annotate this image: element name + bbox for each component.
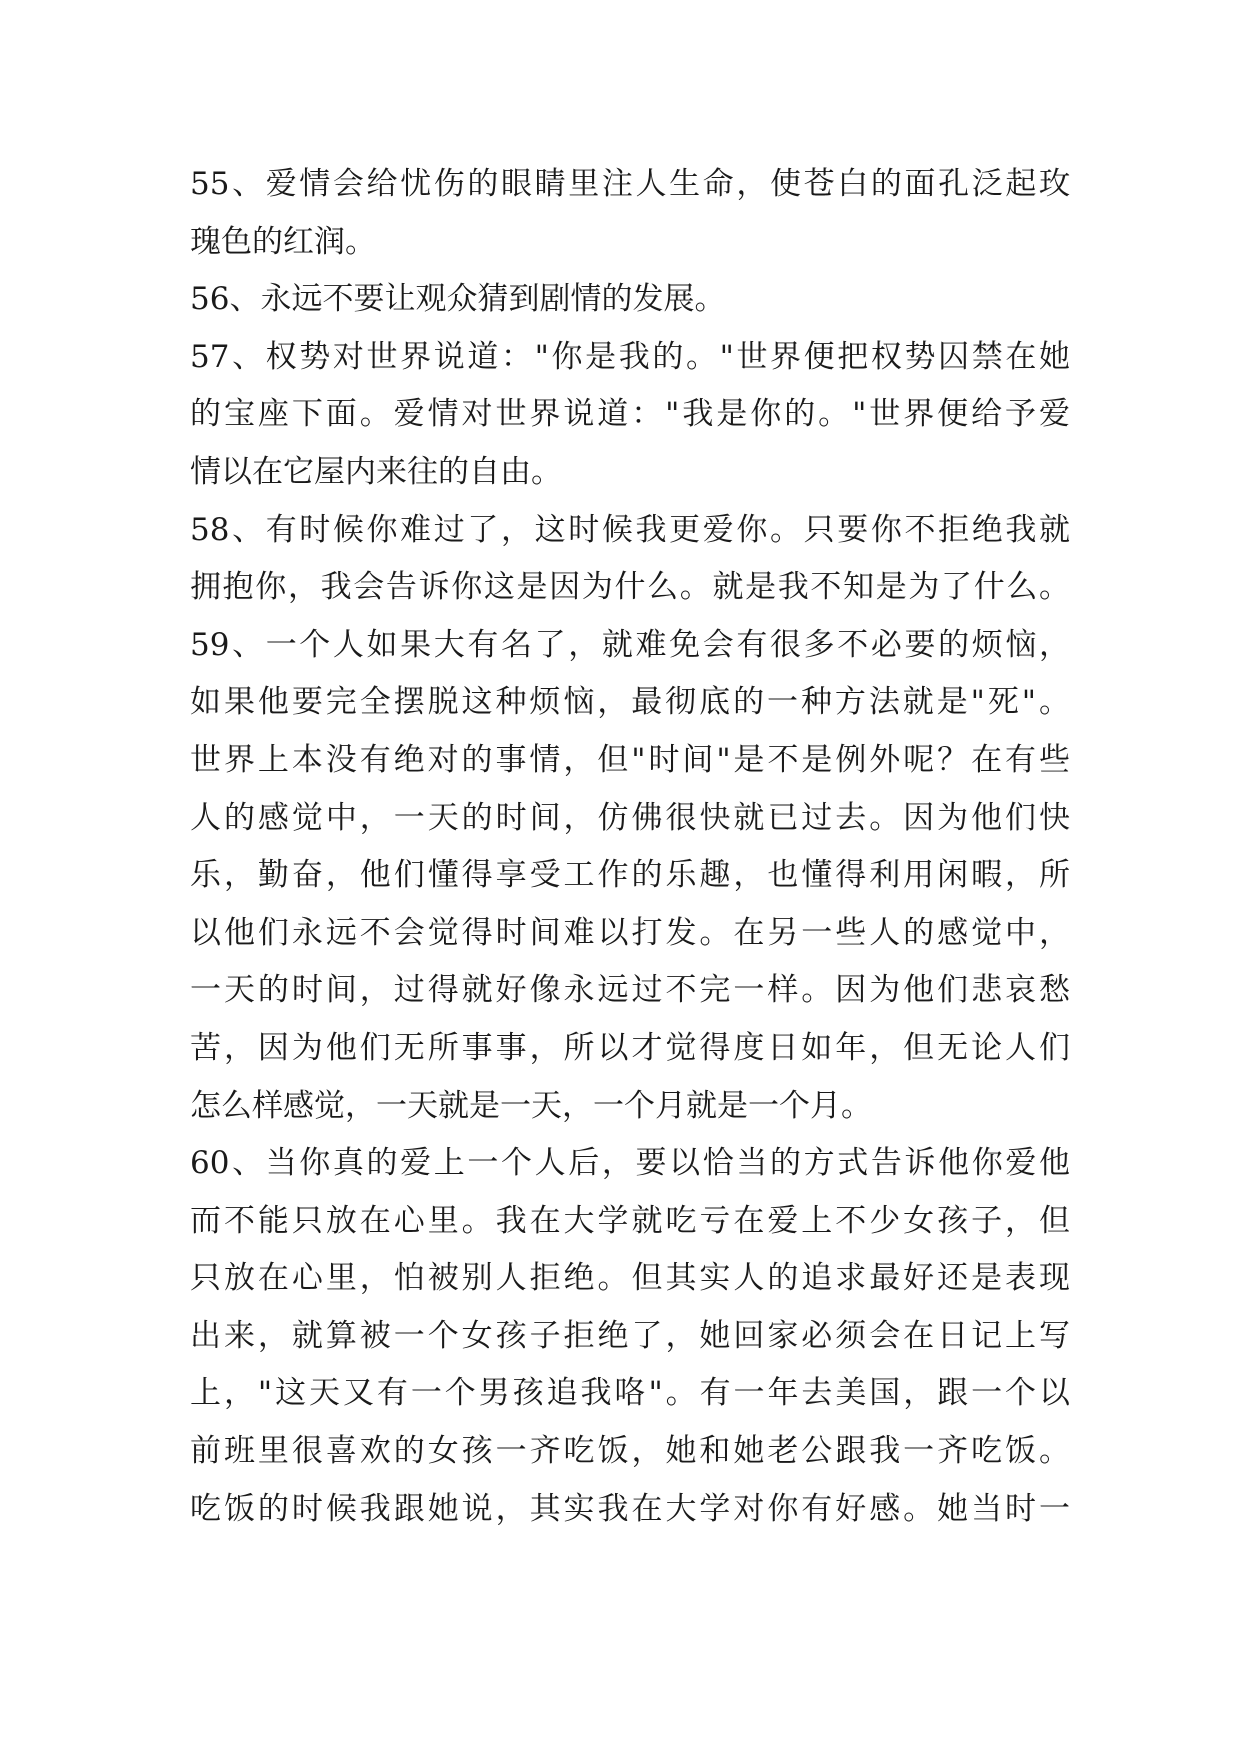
document-body — [190, 156, 1070, 1538]
text-line: 吃饭的时候我跟她说，其实我在大学对你有好感。她当时一 — [190, 1490, 1070, 1527]
text-line: 苦，因为他们无所事事，所以才觉得度日如年，但无论人们 — [190, 1029, 1070, 1066]
text-line: 怎么样感觉，一天就是一天，一个月就是一个月。 — [190, 1087, 872, 1124]
text-line: 出来，就算被一个女孩子拒绝了，她回家必须会在日记上写 — [190, 1317, 1070, 1354]
text-line: 55、爱情会给忧伤的眼睛里注人生命，使苍白的面孔泛起玫 — [190, 166, 1070, 202]
text-line: 世界上本没有绝对的事情，但"时间"是不是例外呢？在有些 — [190, 741, 1070, 778]
text-line: 瑰色的红润。 — [190, 223, 376, 260]
text-line: 56、永远不要让观众猜到剧情的发展。 — [190, 281, 726, 318]
text-line: 59、一个人如果大有名了，就难免会有很多不必要的烦恼， — [190, 626, 1070, 663]
text-line: 的宝座下面。爱情对世界说道："我是你的。"世界便给予爱 — [190, 396, 1070, 433]
text-line: 只放在心里，怕被别人拒绝。但其实人的追求最好还是表现 — [190, 1260, 1070, 1297]
text-line: 而不能只放在心里。我在大学就吃亏在爱上不少女孩子，但 — [190, 1202, 1070, 1239]
text-line: 拥抱你，我会告诉你这是因为什么。就是我不知是为了什么。 — [190, 569, 1070, 606]
text-line: 人的感觉中，一天的时间，仿佛很快就已过去。因为他们快 — [190, 799, 1070, 836]
text-line: 60、当你真的爱上一个人后，要以恰当的方式告诉他你爱他 — [190, 1145, 1070, 1182]
text-line: 以他们永远不会觉得时间难以打发。在另一些人的感觉中， — [190, 914, 1070, 951]
text-line: 乐，勤奋，他们懂得享受工作的乐趣，也懂得利用闲暇，所 — [190, 857, 1070, 894]
text-line: 一天的时间，过得就好像永远过不完一样。因为他们悲哀愁 — [190, 972, 1070, 1009]
text-line: 前班里很喜欢的女孩一齐吃饭，她和她老公跟我一齐吃饭。 — [190, 1433, 1070, 1470]
text-line: 情以在它屋内来往的自由。 — [190, 453, 562, 490]
text-line: 58、有时候你难过了，这时候我更爱你。只要你不拒绝我就 — [190, 511, 1070, 548]
text-line: 57、权势对世界说道："你是我的。"世界便把权势囚禁在她 — [190, 338, 1070, 375]
text-line: 上，"这天又有一个男孩追我咯"。有一年去美国，跟一个以 — [190, 1375, 1070, 1412]
text-line: 如果他要完全摆脱这种烦恼，最彻底的一种方法就是"死"。 — [190, 684, 1070, 721]
